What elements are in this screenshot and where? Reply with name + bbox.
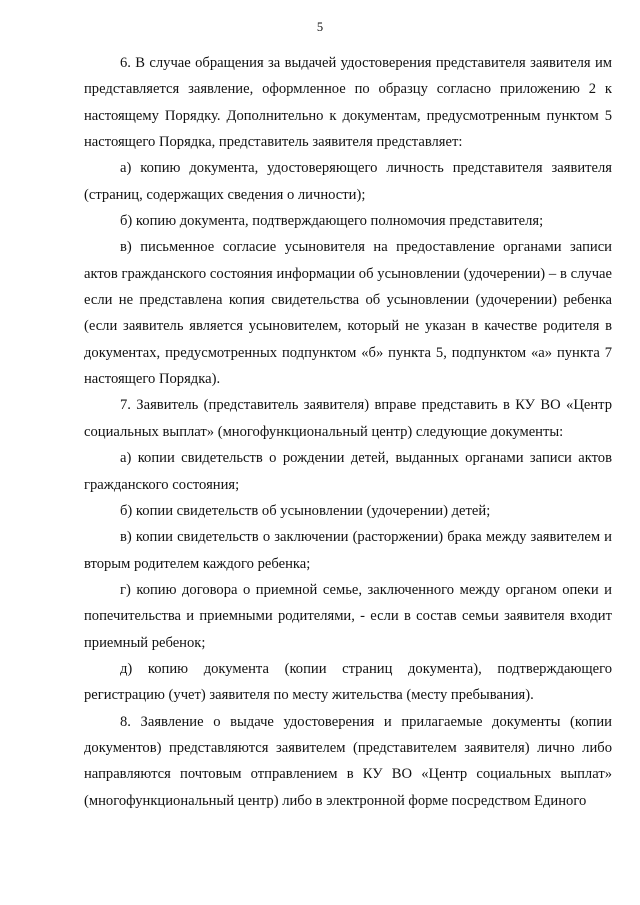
paragraph-7: 7. Заявитель (представитель заявителя) вправе представить в КУ ВО «Центр социальных выплат» (многофункциональный центр) следующие документы: [84, 397, 612, 440]
paragraph-8: 8. Заявление о выдаче удостоверения и прилагаемые документы (копии документов) представляются заявителем (представителем заявителя) лично либо направляются почтовым отправлением в КУ ВО «Центр социальных выплат» (многофункциональный центр) либо в электронной форме посредством Единого [84, 713, 612, 809]
page-number: 5 [316, 20, 324, 34]
paragraph-7b: б) копии свидетельств об усыновлении (удочерении) детей; [120, 502, 491, 519]
paragraph-6b: б) копию документа, подтверждающего полномочия представителя; [120, 213, 544, 230]
paragraph-6v: в) письменное согласие усыновителя на предоставление органами записи актов гражданского состояния информации об усыновлении (удочерении) – в случае если не представлена копия свидетельства об усыновлении (удочерении) ребенка (если заявитель является усыновителем, который не указан в качестве родителя в документах, предусмотренных подпунктом «б» пункта 5, подпунктом «а» пункта 7 настоящего Порядка). [84, 239, 612, 388]
paragraph-7a: а) копии свидетельств о рождении детей, выданных органами записи актов гражданского состояния; [84, 450, 612, 493]
paragraph-7v: в) копии свидетельств о заключении (расторжении) брака между заявителем и вторым родителем каждого ребенка; [84, 529, 612, 572]
paragraph-6a: а) копию документа, удостоверяющего личность представителя заявителя (страниц, содержащих сведения о личности); [84, 160, 612, 203]
paragraph-7d: д) копию документа (копии страниц документа), подтверждающего регистрацию (учет) заявителя по месту жительства (месту пребывания). [84, 660, 612, 704]
document-body [84, 50, 612, 814]
paragraph-7g: г) копию договора о приемной семье, заключенного между органом опеки и попечительства и приемными родителями, - если в состав семьи заявителя входит приемный ребенок; [84, 581, 612, 651]
paragraph-6: 6. В случае обращения за выдачей удостоверения представителя заявителя им представляется заявление, оформленное по образцу согласно приложению 2 к настоящему Порядку. Дополнительно к документам, предусмотренным пунктом 5 настоящего Порядка, представитель заявителя представляет: [84, 55, 612, 151]
